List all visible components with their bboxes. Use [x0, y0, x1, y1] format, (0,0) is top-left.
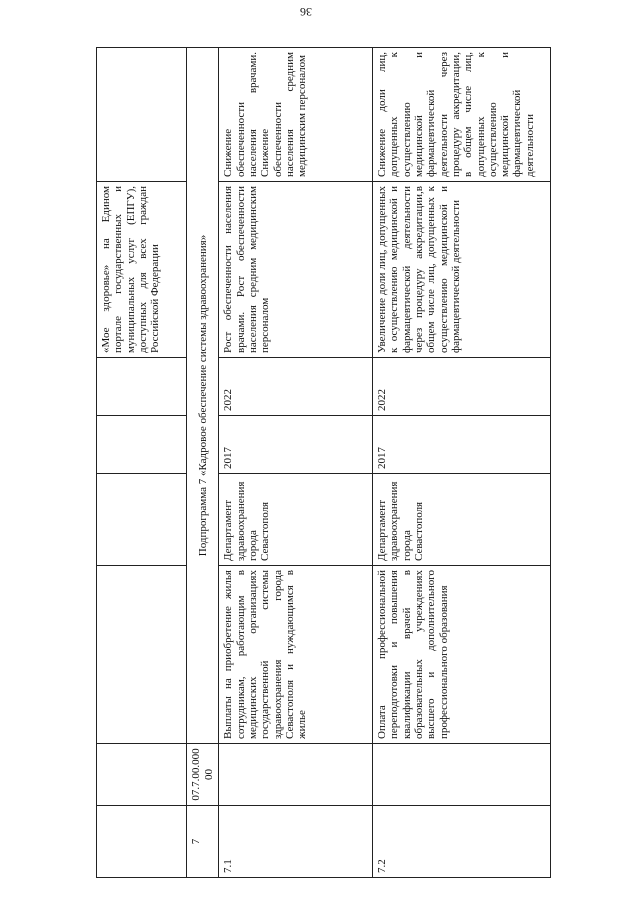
cell-result: Рост обеспеченности населения врачами. Рост обеспеченности населения средним медицинским персоналом [219, 182, 373, 358]
cell-result: Увеличение доли лиц, допущенных к осуществлению медицинской и фармацевтической деятельности через процедуру аккредитации,в общем числе лиц, допущенных к осуществлению медицинской и фармацевтической деятельности [373, 182, 551, 358]
rotated-table-wrapper [96, 48, 551, 878]
cell-subprogram-code: 07.7.00.00000 [187, 744, 219, 806]
cell-end-year: 2022 [373, 358, 551, 416]
program-measures-table [96, 47, 551, 878]
table-row [219, 48, 373, 878]
cell-link: Снижение обеспеченности населения врачами. Снижение обеспеченности населения средним медицинским персоналом [219, 48, 373, 182]
table-row [373, 48, 551, 878]
cell-executor: Департамент здравоохранения города Севастополя [219, 474, 373, 566]
cell-no [97, 806, 187, 878]
cell-end-year [97, 358, 187, 416]
cell-executor [97, 474, 187, 566]
cell-code [97, 744, 187, 806]
cell-start-year [97, 416, 187, 474]
cell-start-year: 2017 [373, 416, 551, 474]
subprogram-title: Подпрограмма 7 «Кадровое обеспечение системы здравоохранения» [187, 48, 219, 744]
cell-no: 7.2 [373, 806, 551, 878]
cell-measure [97, 566, 187, 744]
table-row-continuation [97, 48, 187, 878]
cell-link [97, 48, 187, 182]
cell-no: 7.1 [219, 806, 373, 878]
cell-subprogram-no: 7 [187, 806, 219, 878]
table-row-subprogram [187, 48, 219, 878]
cell-measure: Оплата профессиональной переподготовки и повышения квалификации врачей в образовательных учреждениях высшего и дополнительного профессионального образования [373, 566, 551, 744]
cell-start-year: 2017 [219, 416, 373, 474]
cell-link: Снижение доли лиц, допущенных к осуществлению медицинской и фармацевтической деятельности через процедуру аккредитации, в общем числе лиц, допущенных к осуществлению медицинской и фармацевтической деятельности [373, 48, 551, 182]
cell-code [373, 744, 551, 806]
page-number: 36 [300, 5, 312, 19]
cell-end-year: 2022 [219, 358, 373, 416]
cell-result: «Мое здоровье» на Едином портале государственных и муниципальных услуг (ЕПГУ), доступных для всех граждан Российской Федерации [97, 182, 187, 358]
cell-code [219, 744, 373, 806]
cell-measure: Выплаты на приобретение жилья сотрудникам, работающим в медицинских организациях государственной системы здравоохранения города Севастополя и нуждающимся в жилье [219, 566, 373, 744]
cell-executor: Департамент здравоохранения города Севастополя [373, 474, 551, 566]
